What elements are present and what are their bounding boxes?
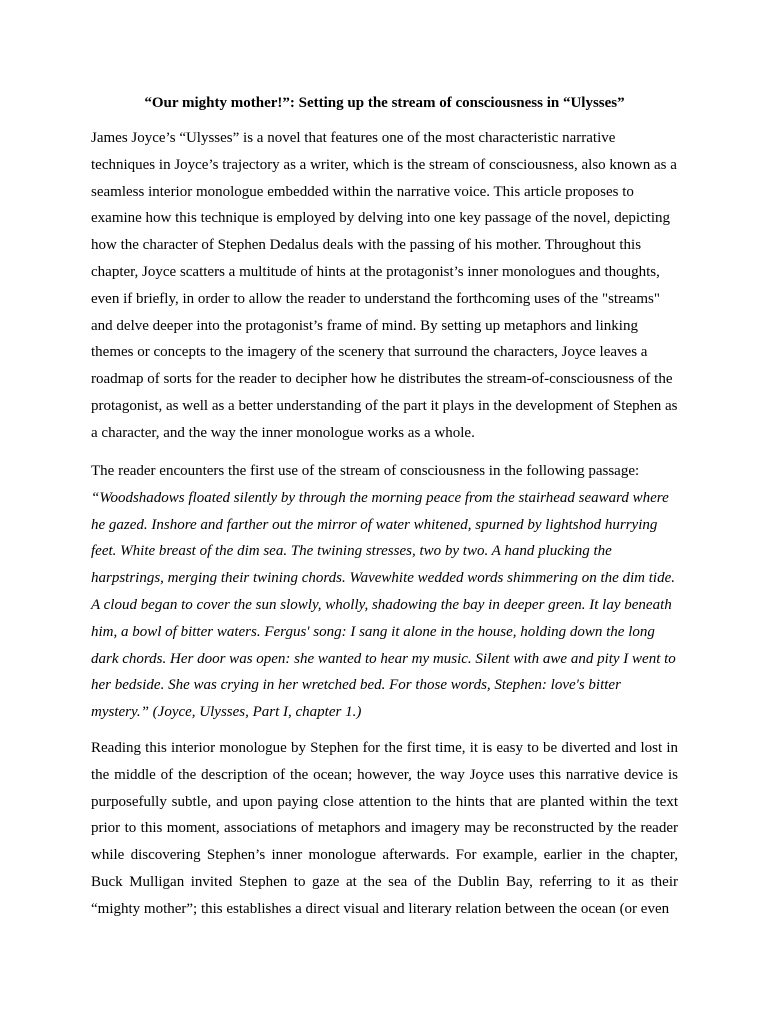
document-title: “Our mighty mother!”: Setting up the stream of consciousness in “Ulysses” bbox=[144, 95, 625, 111]
passage-quote: “Woodshadows floated silently by through the morning peace from the stairhead seaward where he gazed. Inshore and farther out the mirror of water whitened, spurned by lightshod hurrying feet. White breast of the dim sea. The twining stresses, two by two. A hand plucking the harpstrings, merging their twining chords. Wavewhite wedded words shimmering on the dim tide. A cloud began to cover the sun slowly, wholly, shadowing the bay in deeper green. It lay beneath him, a bowl of bitter waters. Fergus' song: I sang it alone in the house, holding down the long dark chords. Her door was open: she wanted to hear my music. Silent with awe and pity I went to her bedside. She was crying in her wretched bed. For those words, Stephen: love's bitter mystery.” (Joyce, Ulysses, Part I, chapter 1.) bbox=[91, 489, 676, 721]
passage-intro-text: The reader encounters the first use of the stream of consciousness in the following passage: bbox=[91, 463, 640, 479]
paragraph-passage bbox=[91, 458, 678, 726]
paragraph-introduction: James Joyce’s “Ulysses” is a novel that features one of the most characteristic narrative techniques in Joyce’s trajectory as a writer, which is the stream of consciousness, also known as a seamless interior monologue embedded within the narrative voice. This article proposes to examine how this technique is employed by delving into one key passage of the novel, depicting how the character of Stephen Dedalus deals with the passing of his mother. Throughout this chapter, Joyce scatters a multitude of hints at the protagonist’s inner monologues and thoughts, even if briefly, in order to allow the reader to understand the forthcoming uses of the "streams" and delve deeper into the protagonist’s frame of mind. By setting up metaphors and linking themes or concepts to the imagery of the scenery that surround the characters, Joyce leaves a roadmap of sorts for the reader to decipher how he distributes the stream-of-consciousness of the protagonist, as well as a better understanding of the part it plays in the development of Stephen as a character, and the way the inner monologue works as a whole. bbox=[91, 130, 678, 441]
paragraph-analysis: Reading this interior monologue by Stephen for the first time, it is easy to be diverted and lost in the middle of the description of the ocean; however, the way Joyce uses this narrative device is purposefully subtle, and upon paying close attention to the hints that are planted within the text prior to this moment, associations of metaphors and imagery may be reconstructed by the reader while discovering Stephen’s inner monologue afterwards. For example, earlier in the chapter, Buck Mulligan invited Stephen to gaze at the sea of the Dublin Bay, referring to it as their “mighty mother”; this establishes a direct visual and literary relation between the ocean (or even bbox=[91, 740, 678, 917]
